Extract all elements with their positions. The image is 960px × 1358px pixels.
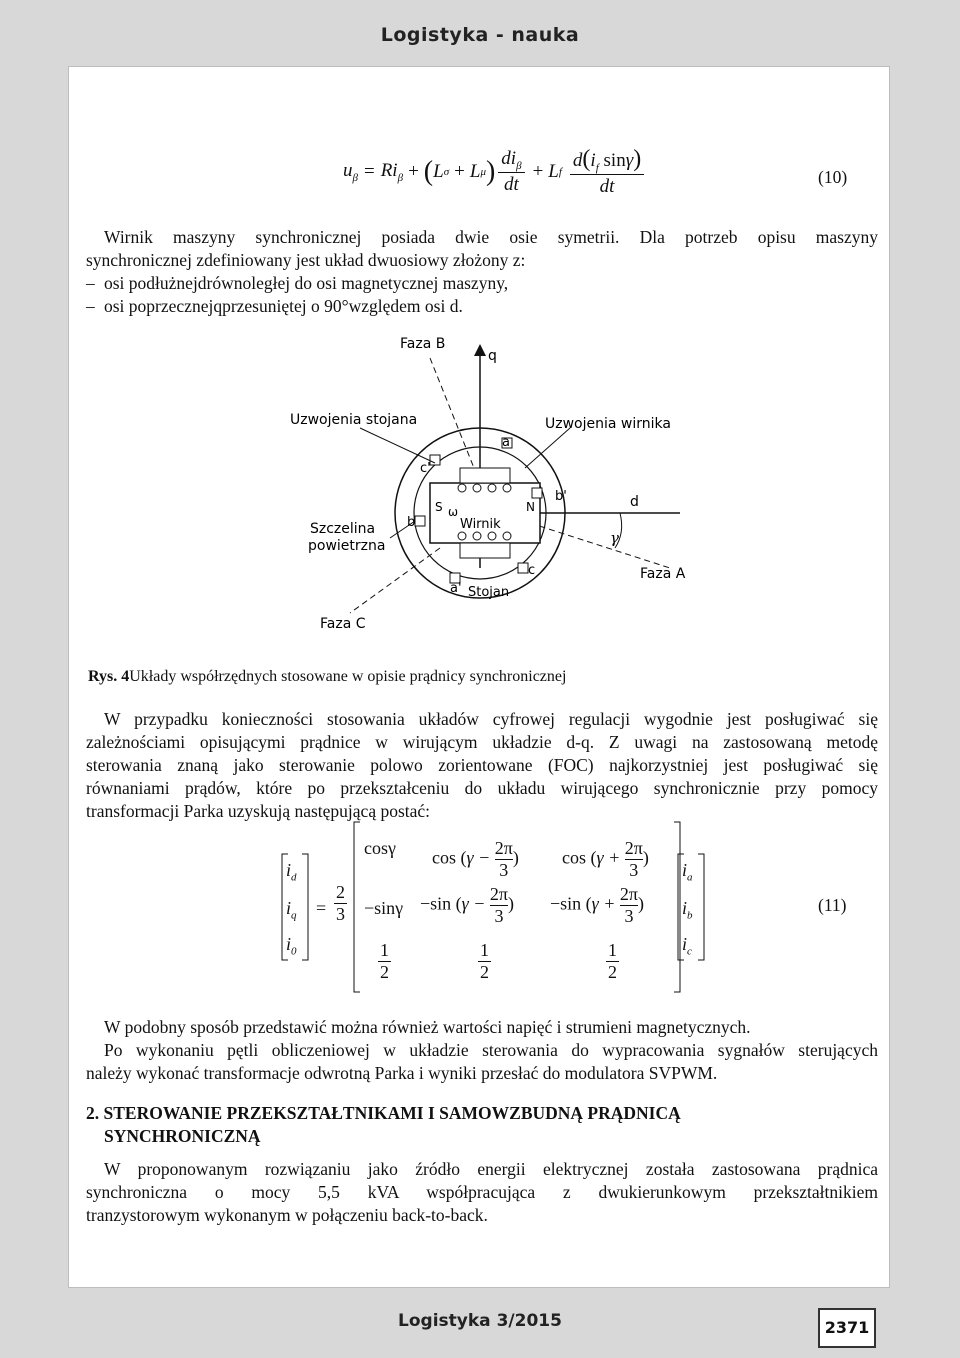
eq11-coefficient: 2 3 <box>336 882 345 924</box>
eq10-L-mu: L <box>469 161 481 182</box>
para3-line3: należy wykonać transformacje odwrotną Parka i wyniki przesłać do modulatora SVPWM. <box>86 1063 718 1083</box>
page-number: 2371 <box>818 1308 876 1348</box>
matrix-r3c2: 1 2 <box>480 940 489 982</box>
rhs-ic: $i_c$ <box>682 934 692 958</box>
rotor-pole-bottom <box>460 543 510 558</box>
lhs-iq: $i_q$ <box>286 898 297 922</box>
para2-line1: W przypadku konieczności stosowania układów cyfrowej regulacji wygodnie jest posługiwać się <box>104 709 878 729</box>
eq10-frac2: $\frac{d(i_f \sin\gamma)}{dt}$ <box>570 146 644 199</box>
para4-line2: synchroniczna o mocy 5,5 kVA współpracująca z dwukierunkowym przekształtnikiem <box>86 1182 878 1202</box>
eq10-lhs: $u_\beta$ <box>343 160 358 184</box>
journal-header: Logistyka - nauka <box>380 24 580 46</box>
figure-caption <box>88 668 566 686</box>
para2-line3: sterowania znaną jako sterowanie polowo zorientowane (FOC) najkorzystniej jest posługiwać się <box>86 755 878 775</box>
eq10-term1: $Ri_\beta$ <box>380 160 404 184</box>
bullet-item-q-axis <box>86 295 463 318</box>
para3-line1: W podobny sposób przedstawić można również wartości napięć i strumieni magnetycznych. <box>104 1017 751 1037</box>
para2-line5: transformacji Parka uzyskują następującą postać: <box>86 801 431 821</box>
equation-10-number: (10) <box>818 167 848 187</box>
label-uzw-stojana: Uzwojenia stojana <box>290 412 418 428</box>
phase-a-axis <box>530 523 670 568</box>
label-c: c <box>528 563 536 578</box>
eq10-paren-left: ( <box>423 156 434 187</box>
eq11-equals: = <box>316 898 327 918</box>
label-szczelina: Szczelina <box>310 521 376 537</box>
eq10-L-f: L <box>548 161 559 182</box>
bullet-item-d-axis <box>86 272 509 295</box>
label-wirnik: Wirnik <box>460 517 501 532</box>
label-uzw-wirnika: Uzwojenia wirnika <box>545 416 671 432</box>
label-q: q <box>488 348 497 364</box>
label-gamma: γ <box>610 529 619 547</box>
figure-dq-axes-diagram <box>280 328 720 638</box>
para2-line2: zależnościami opisującymi prądnice w wirującym układzie d-q. Z uwagi na zastosowaną metodę <box>86 732 878 752</box>
caption-text: Układy współrzędnych stosowane w opisie prądnicy synchronicznej <box>129 668 567 685</box>
para3-line2: Po wykonaniu pętli obliczeniowej w układzie sterowania do wypracowania sygnałów sterujących <box>104 1040 878 1060</box>
label-a: a <box>502 435 510 450</box>
bullet-dash: – <box>86 296 95 316</box>
label-a-prime: a' <box>450 581 462 596</box>
label-omega: ω <box>448 505 459 519</box>
rotor-pole-top <box>460 468 510 483</box>
para4-line1: W proponowanym rozwiązaniu jako źródło energii elektrycznej została zastosowana prądnica <box>104 1159 878 1179</box>
matrix-r3c1: 1 2 <box>380 940 389 982</box>
eq10-equals: = <box>363 161 375 182</box>
equation-11 <box>280 820 820 995</box>
para1-line1: Wirnik maszyny synchronicznej posiada dwie osie symetrii. Dla potrzeb opisu maszyny <box>104 227 878 247</box>
eq10-plus2: + <box>454 161 465 182</box>
leader-stojana <box>360 428 435 463</box>
para2-line4: równaniami prądów, które po przekształceniu do układu wirującego synchronicznie przy pomocy <box>86 778 878 798</box>
label-s: S <box>435 500 443 514</box>
para1-line2: synchronicznej zdefiniowany jest układ dwuosiowy złożony z: <box>86 250 526 270</box>
matrix-r1c2: cos (γ − $\frac{2\pi}{3}$ ) <box>432 838 519 880</box>
section-2-heading-line1: 2. STEROWANIE PRZEKSZTAŁTNIKAMI I SAMOWZBUDNĄ PRĄDNICĄ <box>86 1103 681 1123</box>
label-stojan: Stojan <box>468 585 510 600</box>
equation-10: $u_\beta$ = $Ri_\beta$ + ( L σ + L μ ) $\frac{di_\beta}{dt}$ + L f $\frac{d(i_f \sin\gamma)}{dt}$ <box>343 144 647 200</box>
label-faza-a: Faza A <box>640 566 686 582</box>
label-faza-c: Faza C <box>320 616 366 632</box>
caption-prefix: Rys. 4 <box>88 668 130 685</box>
eq10-frac1: $\frac{di_\beta}{dt}$ <box>498 148 524 197</box>
bullet-dash: – <box>86 273 95 293</box>
para4-line3: tranzystorowym wykonanym w połączeniu back-to-back. <box>86 1205 488 1225</box>
matrix-r2c2: −sin (γ − $\frac{2\pi}{3}$ ) <box>420 884 515 926</box>
label-c-prime: c' <box>420 461 431 476</box>
matrix-r3c3: 1 2 <box>608 940 617 982</box>
matrix-r2c1: −sinγ <box>364 898 404 918</box>
label-b-prime: b' <box>555 489 567 504</box>
equation-11-number: (11) <box>818 895 847 915</box>
label-n: N <box>526 500 535 514</box>
matrix-r1c1: cosγ <box>364 838 396 858</box>
rhs-ia: $i_a$ <box>682 860 693 884</box>
bullet2-text: osi poprzecznejqprzesuniętej o 90°względem osi d. <box>104 296 463 316</box>
matrix-r2c3: −sin (γ + $\frac{2\pi}{3}$ ) <box>550 884 645 926</box>
label-b: b <box>407 515 416 530</box>
matrix-r1c3: cos (γ + $\frac{2\pi}{3}$ ) <box>562 838 649 880</box>
rotor-body <box>430 483 540 543</box>
lhs-id: $i_d$ <box>286 860 297 884</box>
label-faza-b: Faza B <box>400 336 446 352</box>
eq10-plus1: + <box>408 161 419 182</box>
eq10-L-sigma: L <box>433 161 444 182</box>
label-powietrzna: powietrzna <box>308 538 386 554</box>
journal-footer: Logistyka 3/2015 <box>398 1311 562 1331</box>
eq10-plus3: + <box>532 161 544 182</box>
eq10-paren-right: ) <box>485 156 496 187</box>
label-d: d <box>630 494 639 510</box>
bullet1-text: osi podłużnejdrównoległej do osi magnetycznej maszyny, <box>104 273 509 293</box>
phase-c-axis <box>350 548 440 613</box>
lhs-i0: $i_0$ <box>286 934 297 958</box>
rhs-ib: $i_b$ <box>682 898 693 922</box>
section-2-heading-line2: SYNCHRONICZNĄ <box>104 1126 261 1146</box>
